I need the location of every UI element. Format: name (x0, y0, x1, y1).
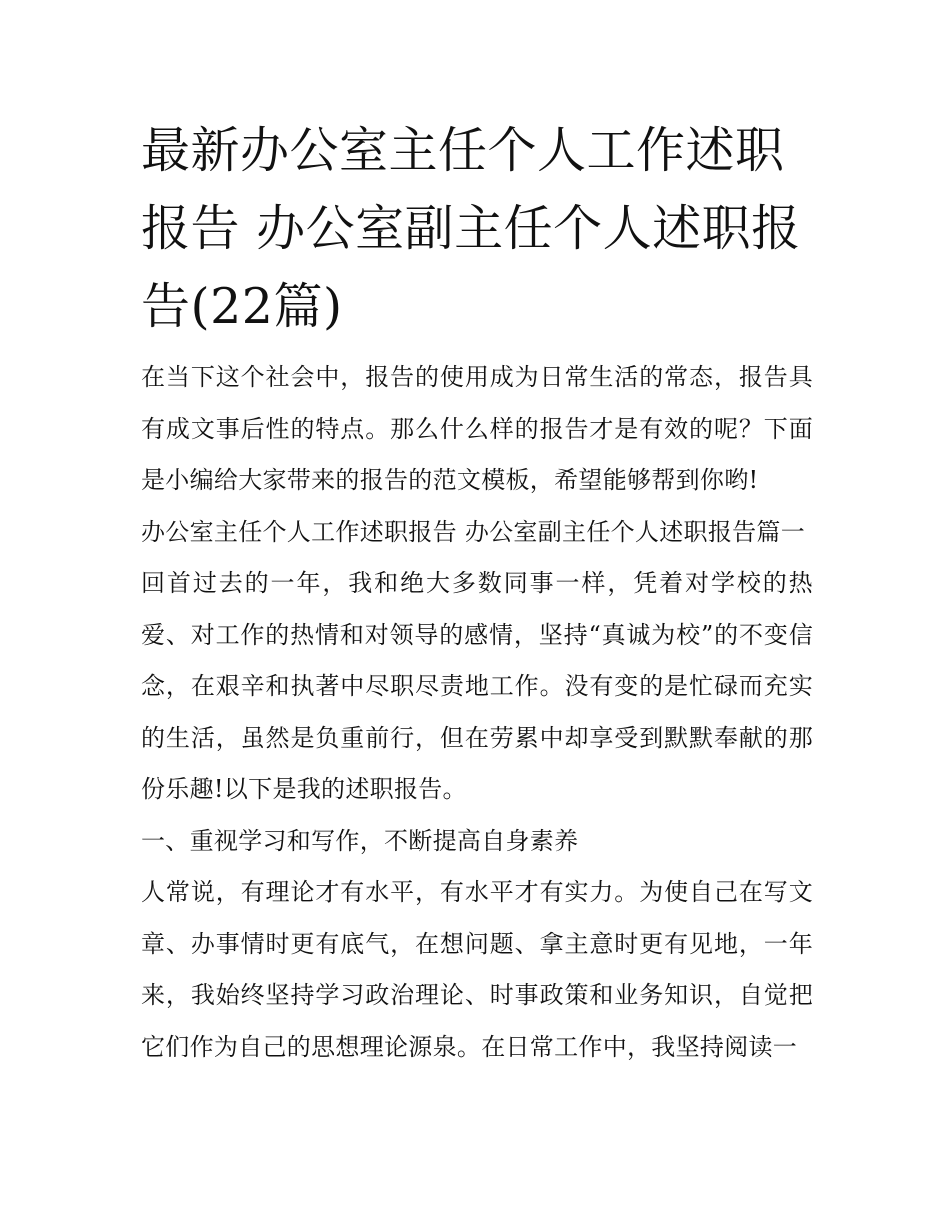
section-heading: 办公室主任个人工作述职报告 办公室副主任个人述职报告篇一 (141, 517, 806, 546)
document-title: 最新办公室主任个人工作述职报告 办公室副主任个人述职报告(22篇) (141, 122, 801, 335)
subsection-heading: 一、重视学习和写作，不断提高自身素养 (141, 826, 579, 855)
intro-paragraph: 在当下这个社会中，报告的使用成为日常生活的常态，报告具有成文事后性的特点。那么什么样的报告才是有效的呢？下面是小编给大家带来的报告的范文模板，希望能够帮到你哟! (141, 363, 813, 494)
document-body (141, 352, 813, 1073)
body-paragraph: 人常说，有理论才有水平，有水平才有实力。为使自己在写文章、办事情时更有底气，在想问题、拿主意时更有见地，一年来，我始终坚持学习政治理论、时事政策和业务知识，自觉把它们作为自己的思想理论源泉。在日常工作中，我坚持阅读一 (141, 878, 813, 1061)
document-page (141, 112, 813, 1073)
body-paragraph: 回首过去的一年，我和绝大多数同事一样，凭着对学校的热爱、对工作的热情和对领导的感情，坚持“真诚为校”的不变信念，在艰辛和执著中尽职尽责地工作。没有变的是忙碌而充实的生活，虽然是负重前行，但在劳累中却享受到默默奉献的那份乐趣!以下是我的述职报告。 (141, 569, 813, 803)
